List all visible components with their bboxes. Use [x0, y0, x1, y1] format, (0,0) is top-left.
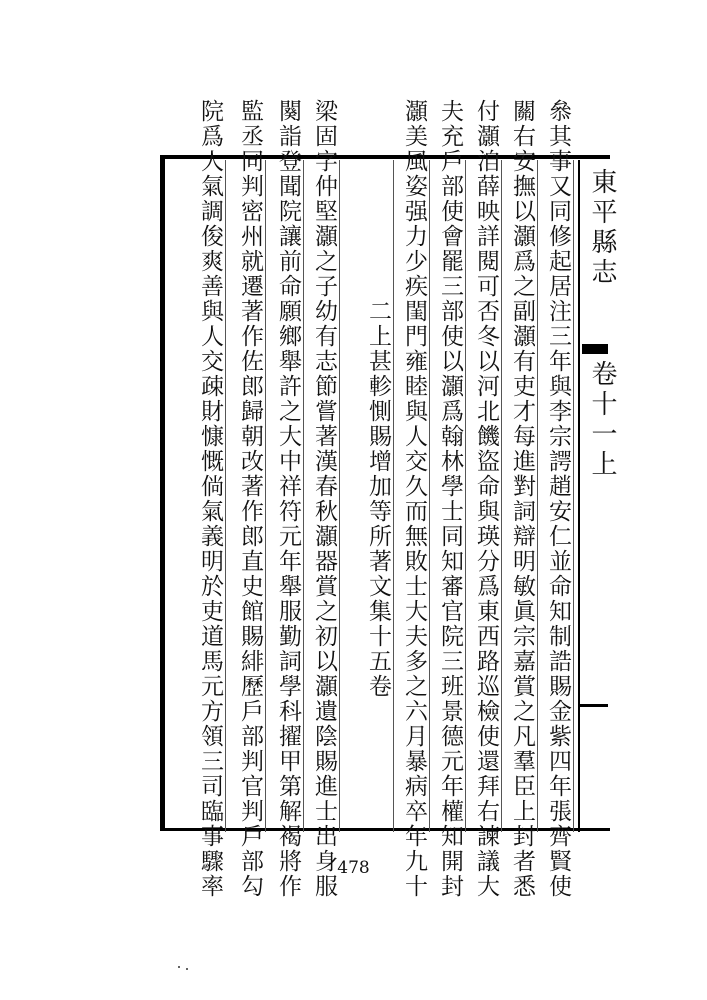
scan-speck — [178, 966, 180, 968]
header-tick-mark — [580, 704, 608, 707]
text-column-10: 院爲人氣調俊爽善與人交疎財慷慨倘氣義明於吏道馬元方領三司臨事驟率 — [196, 160, 226, 832]
page-number: 478 — [337, 858, 370, 878]
gazetteer-title: 東平縣志 — [587, 168, 617, 288]
text-column-3: 付灝洎薛映詳閱可否冬以河北饑盜命與瑛分爲東西路巡檢使還拜右諫議大 — [472, 160, 502, 832]
text-column-7: 梁固字仲堅灝之子幼有志節嘗著漢春秋灝器賞之初以灝遺陰賜進士出身服 — [310, 160, 340, 832]
text-column-6: 二上甚軫惻賜增加等所著文集十五卷 — [364, 160, 394, 832]
fascicle-label: 卷十一上 — [587, 360, 617, 480]
scan-speck — [186, 968, 188, 970]
text-column-4: 夫充戶部使會罷三部使以灝爲翰林學士同知審官院三班景德元年權知開封 — [436, 160, 466, 832]
text-column-2: 關右安撫以灝爲之副灝有吏才每進對詞辯明敏眞宗嘉賞之凡羣臣上封者悉 — [508, 160, 538, 832]
text-column-5: 灝美風姿强力少疾閨門雍睦與人交久而無敗士大夫多之六月暴病卒年九十 — [400, 160, 430, 832]
header-divider-bar — [582, 344, 608, 354]
text-column-9: 監丞同判密州就遷著作佐郎歸朝改著作郎直史館賜緋歷戶部判官判戶部勾 — [236, 160, 266, 832]
text-column-1: 叅其事又同修起居注三年與李宗諤趙安仁並命知制誥賜金紫四年張齊賢使 — [544, 160, 574, 832]
text-column-8: 闋詣登聞院讓前命願鄉舉許之大中祥符元年舉服勤詞學科擢甲第解褐將作 — [274, 160, 304, 832]
